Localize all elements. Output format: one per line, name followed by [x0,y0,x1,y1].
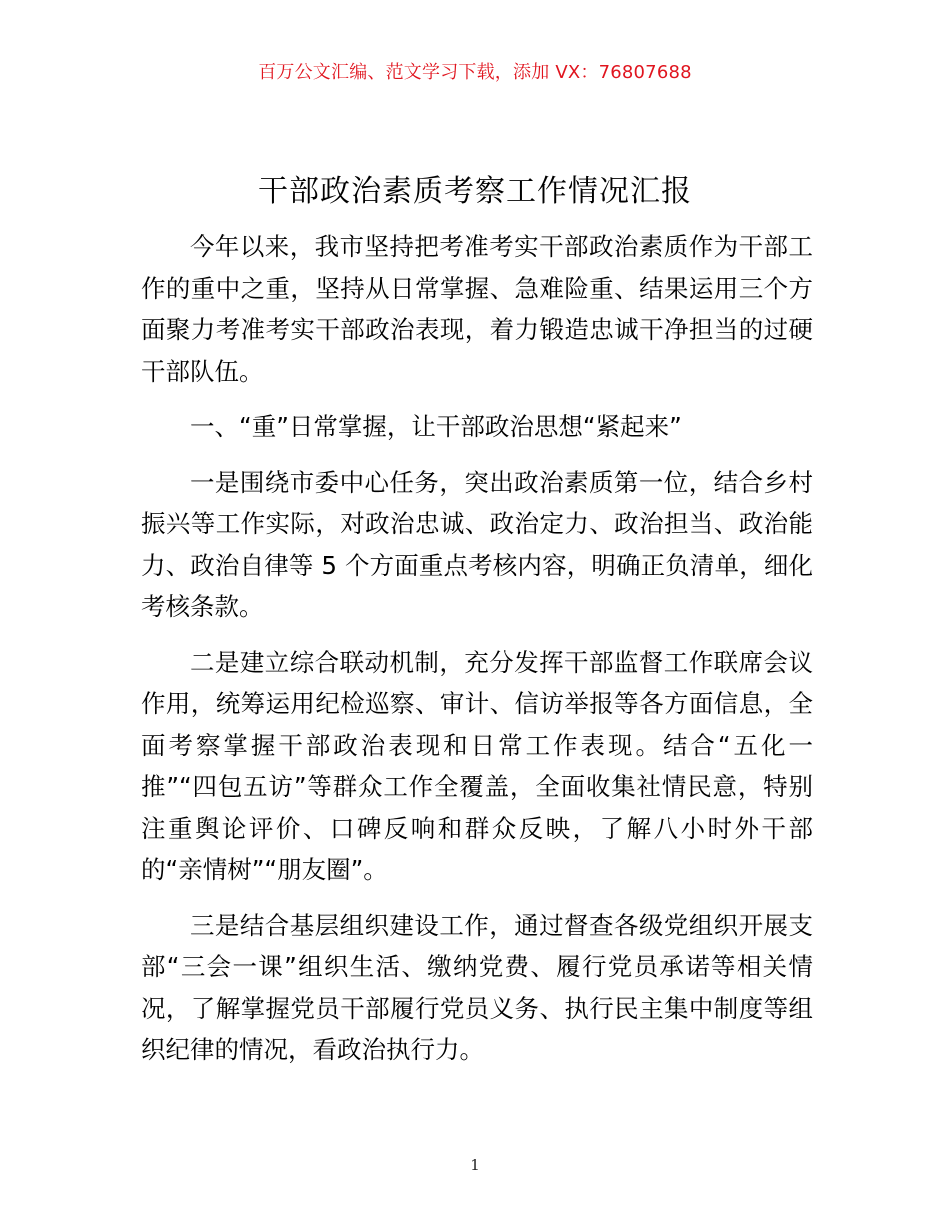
document-body [141,226,813,1071]
section-heading: 一、“重”日常掌握，让干部政治思想“紧起来” [190,412,682,441]
body-paragraph: 三是结合基层组织建设工作，通过督查各级党组织开展支部“三会一课”组织生活、缴纳党费、履行党员承诺等相关情况，了解掌握党员干部履行党员义务、执行民主集中制度等组织纪律的情况，看政治执行力。 [141,910,813,1064]
document-title: 干部政治素质考察工作情况汇报 [258,174,692,209]
intro-paragraph: 今年以来，我市坚持把考准考实干部政治素质作为干部工作的重中之重，坚持从日常掌握、急难险重、结果运用三个方面聚力考准考实干部政治表现，着力锻造忠诚干净担当的过硬干部队伍。 [141,232,813,386]
page-number: 1 [470,1156,480,1174]
body-paragraph: 一是围绕市委中心任务，突出政治素质第一位，结合乡村振兴等工作实际，对政治忠诚、政治定力、政治担当、政治能力、政治自律等 5 个方面重点考核内容，明确正负清单，细化考核条款。 [141,467,813,621]
header-banner: 百万公文汇编、范文学习下载，添加 VX：76807688 [258,62,692,83]
body-paragraph: 二是建立综合联动机制，充分发挥干部监督工作联席会议作用，统筹运用纪检巡察、审计、信访举报等各方面信息，全面考察掌握干部政治表现和日常工作表现。结合“五化一推”“四包五访”等群众工作全覆盖，全面收集社情民意，特别注重舆论评价、口碑反响和群众反映，了解八小时外干部的“亲情树”“朋友圈”。 [141,647,813,884]
